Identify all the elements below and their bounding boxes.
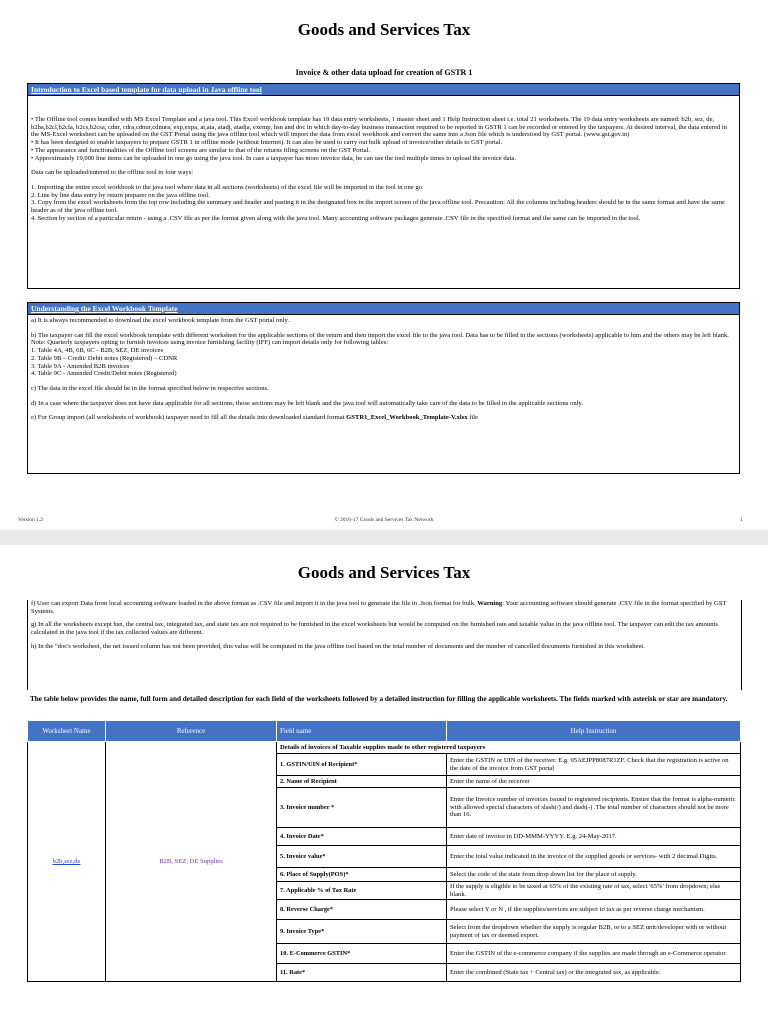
paragraph: d) In a case where the taxpayer does not have data applicable for all sections, those sections may be left blank and the java tool will automatically take care of the data to be filled in the applicable sections only. [31, 399, 583, 407]
paragraph: 1. Table 4A, 4B, 6B, 6C - B2B, SEZ, DE invoices [31, 347, 164, 355]
help-instruction-cell: Enter the total value indicated in the invoice of the supplied goods or services- with 2 decimal Digits. [447, 846, 741, 868]
field-name-cell: 11. Rate* [277, 964, 447, 982]
field-name-cell: 10. E-Commerce GSTIN* [277, 944, 447, 964]
worksheet-link-b2b[interactable]: b2b,sez,de [28, 742, 106, 982]
page-2 [0, 545, 768, 1024]
help-instruction-cell: Enter the GSTIN of the e-commerce company if the supplies are made through an e-Commerce operator. [447, 944, 741, 964]
workbook-section-heading: Understanding the Excel Workbook Template [28, 303, 739, 315]
field-name-cell: 9. Invoice Type* [277, 920, 447, 944]
paragraph-f-text-end: : Your accounting software should generate .CSV file in the format specified by GST Systems. [31, 600, 727, 615]
help-instruction-cell: Please select Y or N , if the supplies/services are subject to tax as per reverse charge mechanism. [447, 900, 741, 920]
paragraph-spacer [31, 393, 736, 400]
intro-section-heading: Introduction to Excel based template for data upload in Java offline tool [28, 84, 739, 96]
paragraph-spacer [31, 162, 736, 169]
paragraph-g: g) In all the worksheets except hsn, the central tax, integrated tax, and state tax are not required to be furnished in the excel worksheets but would be computed on the furnished rate and taxable value in the java offline tool. The taxpayer can edit the tax amounts calculated in the java tool if the tax collected values are different. [31, 621, 718, 637]
col-header-reference: Reference [106, 721, 277, 742]
paragraph: 4. Table 9C - Amended Credit/Debit notes (Registered) [31, 370, 177, 378]
col-header-worksheet: Worksheet Name [28, 721, 106, 742]
document-subtitle: Invoice & other data upload for creation of GSTR 1 [295, 68, 473, 77]
help-instruction-cell: Select the code of the state from drop down list for the place of supply. [447, 868, 741, 882]
field-name-cell: 7. Applicable % of Tax Rate [277, 882, 447, 900]
footer-copyright: © 2016-17 Goods and Services Tax Network [334, 517, 434, 523]
help-instruction-cell: Enter the name of the receiver [447, 776, 741, 788]
intro-section [27, 83, 740, 289]
intro-section-body [28, 96, 739, 224]
paragraph: e) For Group import (all worksheets of workbook) taxpayer need to fill all the details into downloaded standard format GSTR1_Excel_Workbook_Template-V.xlsx file [31, 414, 479, 422]
paragraph-f [28, 600, 741, 615]
field-name-cell: 6. Place of Supply(POS)* [277, 868, 447, 882]
help-instruction-cell: Enter date of invoice in DD-MMM-YYYY. E.g. 24-May-2017. [447, 828, 741, 846]
col-header-field: Field name [277, 721, 447, 742]
paragraph: 3. Copy from the excel worksheets from the top row including the summary and header and pasting it in the designated box in the import screen of the java offline tool. Precaution: All the columns including headers should be in the same format and have the same header as of the java offline tool. [31, 199, 725, 215]
paragraph-spacer [31, 407, 736, 414]
table-intro: The table below provides the name, full form and detailed description for each field of the worksheets followed by a detailed instruction for filling the applicable worksheets. The fields marked with asterisk or star are mandatory. [30, 695, 728, 703]
table-row [28, 742, 741, 754]
footer-page-number: 1 [740, 517, 743, 523]
help-instruction-cell: If the supply is eligible to be taxed at 65% of the existing rate of tax, select '65%' from dropdown; else blank. [447, 882, 741, 900]
paragraph: 1. Importing the entire excel workbook to the java tool where data in all sections (worksheets) of the excel file will be imported in the tool in one go. [31, 183, 424, 191]
page-title: Goods and Services Tax [297, 20, 471, 39]
field-name-cell: 1. GSTIN/UIN of Recipient* [277, 754, 447, 776]
workbook-section-body [28, 315, 739, 424]
paragraph: 2. Table 9B – Credit/ Debit notes (Registered) – CDNR [31, 354, 178, 362]
page-title: Goods and Services Tax [297, 563, 471, 582]
paragraph: c) The data in the excel file should be in the format specified below in respective sections. [31, 384, 269, 392]
field-name-cell: 8. Reverse Charge* [277, 900, 447, 920]
section-title-cell: Details of invoices of Taxable supplies made to other registered taxpayers [277, 742, 741, 754]
paragraph-f-text: f) User can export Data from local accounting software loaded in the above format as .CSV file and import it in the java tool to generate the file in .Json format for bulk. [31, 600, 478, 607]
paragraph-spacer [31, 177, 736, 184]
footer-version: Version 1.2 [18, 517, 44, 523]
paragraph-spacer [31, 378, 736, 385]
warning-label: Warning [477, 600, 503, 607]
help-instruction-cell: Select from the dropdown whether the supply is regular B2B, or to a SEZ unit/developer with or without payment of tax or deemed export. [447, 920, 741, 944]
template-filename: GSTR1_Excel_Workbook_Template-V.xlsx [346, 414, 468, 422]
table-body [28, 742, 741, 982]
paragraph: b) The taxpayer can fill the excel workbook template with different worksheet for the applicable sections of the return and then import the excel file to the java tool. Data has to be filled in the sections (worksheets) applicable to him and the others may be left blank. [31, 331, 729, 339]
help-instruction-cell: Enter the combined (State tax + Central tax) or the integrated tax, as applicable. [447, 964, 741, 982]
field-name-cell: 5. Invoice value* [277, 846, 447, 868]
paragraph: 2. Line by line data entry by return preparer on the java offline tool. [31, 191, 210, 199]
paragraph: a) It is always recommended to download the excel workbook template from the GST portal only. [31, 317, 290, 324]
paragraph: Note: Quarterly taxpayers opting to furnish invoices using invoice furnishing facility (IFF) can import details only for following tables: [31, 339, 389, 347]
paragraph: • It has been designed to enable taxpayers to prepare GSTR 1 in offline mode (without Internet). It can also be used to carry out bulk upload of invoice/other details to GST portal. [31, 139, 503, 147]
filename-suffix: file [467, 414, 479, 422]
page-separator [0, 530, 768, 545]
paragraph: 3. Table 9A - Amended B2B invoices [31, 362, 130, 370]
paragraph-spacer [31, 325, 736, 332]
field-name-cell: 3. Invoice number * [277, 788, 447, 828]
help-instruction-table [27, 720, 741, 982]
workbook-section [27, 302, 740, 474]
paragraph: 4. Section by section of a particular return - using a .CSV file as per the format given along with the java tool. Many accounting software packages generate .CSV file in the specified format and the same can be imported in the tool. [31, 214, 641, 222]
help-instruction-cell: Enter the Invoice number of invoices issued to registered recipients. Ensure that the format is alpha-numeric with allowed special characters of slash(/) and dash(-) .The total number of characters should not be more than 16. [447, 788, 741, 828]
paragraph: • The appearance and functionalities of the Offline tool screens are similar to that of the returns filing screens on the GST Portal. [31, 146, 371, 154]
paragraph: • Approximately 19,000 line items can be uploaded in one go using the java tool. In case a taxpayer has more invoice data, he can use the tool multiple times to upload the invoice data. [31, 154, 516, 162]
paragraph: Data can be uploaded/entered to the offline tool in four ways: [31, 169, 194, 177]
paragraph-h: h) In the "doc's worksheet, the net issued column has not been provided, this value will be computed in the java offline tool based on the total number of documents and the number of cancelled documents furnished in this worksheet. [31, 642, 645, 650]
paragraph: • The Offline tool comes bundled with MS Excel Template and a java tool. This Excel workbook template has 19 data entry worksheets, 1 master sheet and 1 Help Instruction sheet i.e. total 21 worksheets. The 19 data entry worksheets are named: b2b, sez, de, b2ba,b2cl,b2cla, b2cs,b2csa, cdnr, cdra,cdnur,cdnura, exp,expa, at,ata, atadj, atadja, exemp, hsn and doc in which day-to-day business transaction required to be reported in GSTR 1 can be recorded or entered by the taxpayers. At desired interval, the data entered in the MS-Excel worksheet can be uploaded on the GST Portal using the java offline tool which will import the data from excel workbook and convert the same into a Json file which is understood by GST portal. (www.gst.gov.in) [31, 116, 727, 139]
col-header-help: Help Instruction [447, 721, 741, 742]
field-name-cell: 2. Name of Recipient [277, 776, 447, 788]
field-name-cell: 4. Invoice Date* [277, 828, 447, 846]
reference-cell: B2B, SEZ, DE Supplies [106, 742, 277, 982]
instructions-continued [27, 600, 742, 690]
help-instruction-cell: Enter the GSTIN or UIN of the receiver. E.g. 05AEJPP8087R1ZF. Check that the registration is active on the date of the invoice from GST portal [447, 754, 741, 776]
table-header-row [28, 721, 741, 742]
